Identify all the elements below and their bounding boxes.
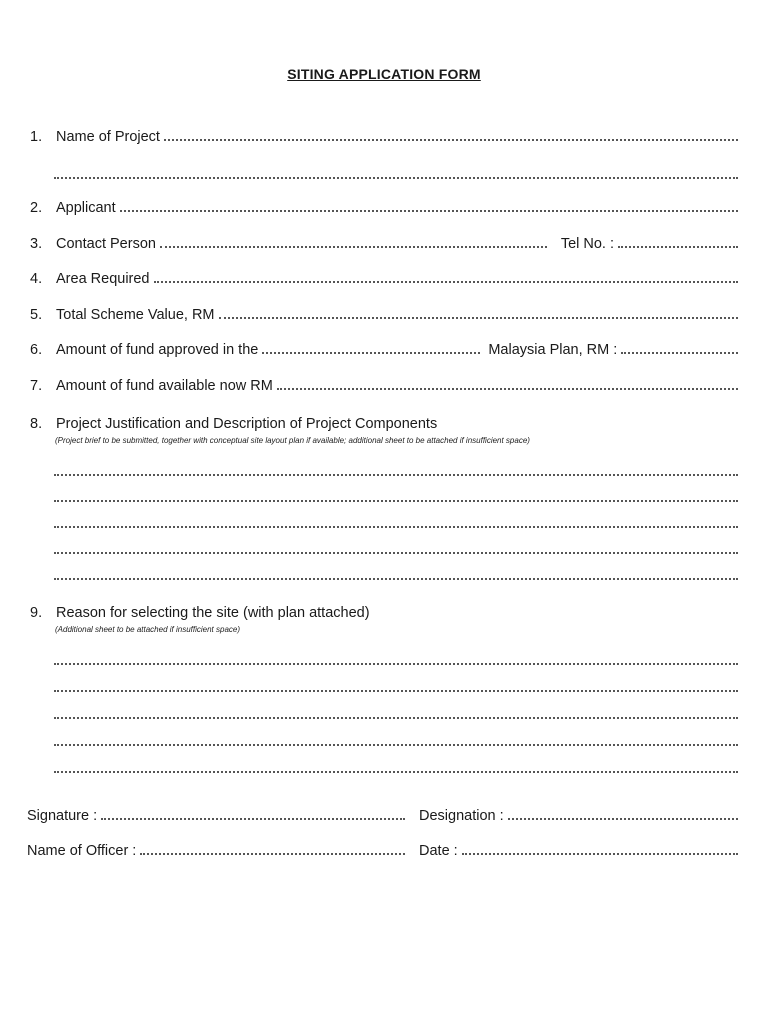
item-label: Applicant — [56, 200, 116, 216]
item-number: 7. — [30, 378, 43, 394]
date-field[interactable] — [462, 843, 738, 855]
applicant-field[interactable] — [120, 200, 738, 212]
item-project-justification — [30, 416, 738, 432]
project-justification-line[interactable] — [54, 474, 738, 476]
item-applicant — [30, 200, 738, 216]
item-label: Total Scheme Value, RM — [56, 307, 215, 323]
item-label: Contact Person — [56, 236, 156, 252]
site-reason-line[interactable] — [54, 717, 738, 719]
signature-row — [27, 808, 405, 824]
date-row — [419, 843, 738, 859]
designation-row — [419, 808, 738, 824]
amount-approved-field[interactable] — [621, 342, 738, 354]
site-reason-note: (Additional sheet to be attached if insufficient space) — [55, 625, 240, 634]
malaysia-plan-number-field[interactable] — [262, 342, 480, 354]
item-amount-approved — [30, 342, 738, 358]
item-label: Amount of fund available now RM — [56, 378, 273, 394]
signature-label: Signature : — [27, 808, 98, 824]
item-label: Project Justification and Description of Project Components — [56, 416, 438, 432]
item-label: Amount of fund approved in the — [56, 342, 259, 358]
item-site-reason — [30, 605, 738, 621]
project-justification-line[interactable] — [54, 500, 738, 502]
site-reason-line[interactable] — [54, 771, 738, 773]
site-reason-line[interactable] — [54, 690, 738, 692]
area-required-field[interactable] — [154, 271, 739, 283]
item-amount-available — [30, 378, 738, 394]
project-justification-note: (Project brief to be submitted, together with conceptual site layout plan if available; additional sheet to be attached if insufficient space) — [55, 436, 530, 445]
item-number: 8. — [30, 416, 43, 432]
name-of-project-field-line-2[interactable] — [54, 177, 738, 179]
item-label: Reason for selecting the site (with plan attached) — [56, 605, 370, 621]
name-of-project-field[interactable] — [164, 129, 738, 141]
item-name-of-project — [30, 129, 738, 145]
item-number: 4. — [30, 271, 43, 287]
contact-person-field[interactable] — [160, 236, 547, 248]
total-scheme-value-field[interactable] — [219, 307, 739, 319]
amount-available-field[interactable] — [277, 378, 738, 390]
item-area-required — [30, 271, 738, 287]
item-label: Name of Project — [56, 129, 160, 145]
date-label: Date : — [419, 843, 458, 859]
tel-no-label: Tel No. : — [560, 236, 614, 252]
item-number: 2. — [30, 200, 43, 216]
malaysia-plan-label: Malaysia Plan, RM : — [488, 342, 618, 358]
item-number: 6. — [30, 342, 43, 358]
tel-no-field[interactable] — [618, 236, 738, 248]
site-reason-line[interactable] — [54, 663, 738, 665]
item-number: 3. — [30, 236, 43, 252]
item-number: 5. — [30, 307, 43, 323]
item-total-scheme-value — [30, 307, 738, 323]
designation-label: Designation : — [419, 808, 504, 824]
officer-name-field[interactable] — [140, 843, 405, 855]
item-contact-person — [30, 236, 738, 252]
designation-field[interactable] — [508, 808, 738, 820]
project-justification-line[interactable] — [54, 552, 738, 554]
officer-label: Name of Officer : — [27, 843, 137, 859]
form-title: SITING APPLICATION FORM — [287, 66, 481, 82]
project-justification-line[interactable] — [54, 526, 738, 528]
signature-field[interactable] — [101, 808, 405, 820]
item-number: 9. — [30, 605, 43, 621]
site-reason-line[interactable] — [54, 744, 738, 746]
project-justification-line[interactable] — [54, 578, 738, 580]
item-number: 1. — [30, 129, 43, 145]
item-label: Area Required — [56, 271, 150, 287]
officer-row — [27, 843, 405, 859]
